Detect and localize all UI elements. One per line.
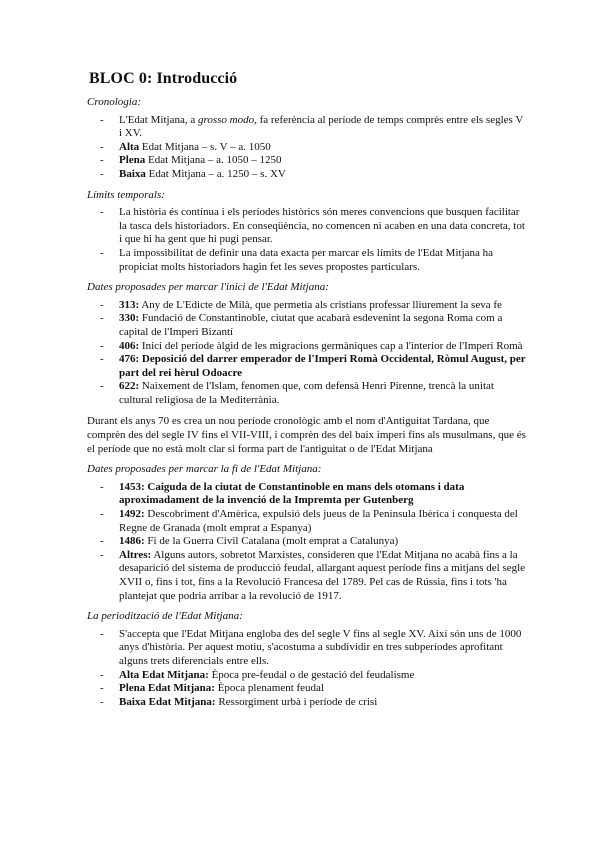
section-heading-limits: Límits temporals: bbox=[87, 188, 165, 201]
list-item: - 330: Fundació de Constantinoble, ciutat que acabarà esdevenint la segona Roma com a capital de l'Imperi Bizantí bbox=[119, 312, 527, 339]
list-item: - L'Edat Mitjana, a grosso modo, fa referència al període de temps comprès entre els segles V i XV. bbox=[119, 114, 527, 141]
list-item: - S'accepta que l'Edat Mitjana engloba des del segle V fins al segle XV. Així són uns de 1000 anys d'història. Per aquest motiu, s'acostuma a subdividir en tres subperíodes aprofitant alguns trets diferencials entre ells. bbox=[119, 628, 527, 669]
cronologia-list bbox=[87, 114, 527, 182]
list-item: - Plena Edat Mitjana: Època plenament feudal bbox=[119, 682, 527, 696]
section-heading-inici: Dates proposades per marcar l'inici de l'Edat Mitjana: bbox=[87, 281, 329, 294]
list-item: - 313: Any de L'Edicte de Milà, que permetia als cristians professar lliurement la seva fe bbox=[119, 299, 527, 313]
list-item: - Alta Edat Mitjana – s. V – a. 1050 bbox=[119, 141, 527, 155]
list-item: - Baixa Edat Mitjana: Ressorgiment urbà i període de crisi bbox=[119, 696, 527, 710]
page-title: BLOC 0: Introducció bbox=[89, 70, 238, 87]
fi-list bbox=[87, 481, 527, 603]
list-item: - La impossibilitat de definir una data exacta per marcar els límits de l'Edat Mitjana ha propiciat molts historiadors hagin fet les seves propostes particulars. bbox=[119, 247, 527, 274]
inici-list bbox=[87, 299, 527, 408]
list-item: - Alta Edat Mitjana: Època pre-feudal o de gestació del feudalisme bbox=[119, 669, 527, 683]
perioditzacio-list bbox=[87, 628, 527, 710]
section-heading-cronologia: Cronologia: bbox=[87, 96, 141, 108]
list-item: - La història és contínua i els períodes històrics són meres convencions que busquen facilitar la tasca dels historiadors. En conseqüència, no comencen ni acaben en una data concreta, tot i que hi ha gent que hi pugi pensar. bbox=[119, 206, 527, 247]
document-body bbox=[87, 96, 527, 709]
list-item: - 406: Inici del període àlgid de les migracions germàniques cap a l'interior de l'Imperi Romà bbox=[119, 340, 527, 354]
list-item: - Altres: Alguns autors, sobretot Marxistes, consideren que l'Edat Mitjana no acabà fins a la desaparició del sistema de producció feudal, allargant aquest període fins a mitjans del segle XVII o, fins i tot, fins a la Revolució Francesa del 1789. Pel cas de Rússia, fins i tots 'ha plantejat que podria arribar a la revolució de 1917. bbox=[119, 549, 527, 603]
antiguitat-tardana-paragraph: Durant els anys 70 es crea un nou període cronològic amb el nom d'Antiguitat Tardana, que comprèn des del segle IV fins el VII-VIII, i comprèn des del baix imperi fins als musulmans, que és el període que no està molt clar si forma part de l'antiguitat o de l'Edat Mitjana bbox=[87, 415, 526, 455]
list-item: - Plena Edat Mitjana – a. 1050 – 1250 bbox=[119, 154, 527, 168]
section-heading-fi: Dates proposades per marcar la fi de l'Edat Mitjana: bbox=[87, 463, 322, 476]
list-item: - 622: Naixement de l'Islam, fenomen que, com defensà Henri Pirenne, trencà la unitat cultural religiosa de la Mediterrània. bbox=[119, 380, 527, 407]
list-item: - 1492: Descobriment d'Amèrica, expulsió dels jueus de la Península Ibèrica i conquesta del Regne de Granada (molt emprat a Espanya) bbox=[119, 508, 527, 535]
list-item: - 476: Deposició del darrer emperador de l'Imperi Romà Occidental, Ròmul August, per part del rei hèrul Odoacre bbox=[119, 353, 527, 380]
list-item: - 1486: Fi de la Guerra Civil Catalana (molt emprat a Catalunya) bbox=[119, 535, 527, 549]
limits-list bbox=[87, 206, 527, 274]
list-item: - Baixa Edat Mitjana – a. 1250 – s. XV bbox=[119, 168, 527, 182]
list-item: - 1453: Caiguda de la ciutat de Constantinoble en mans dels otomans i data aproximadament de la invenció de la Impremta per Gutenberg bbox=[119, 481, 527, 508]
section-heading-perioditzacio: La periodització de l'Edat Mitjana: bbox=[87, 610, 243, 623]
